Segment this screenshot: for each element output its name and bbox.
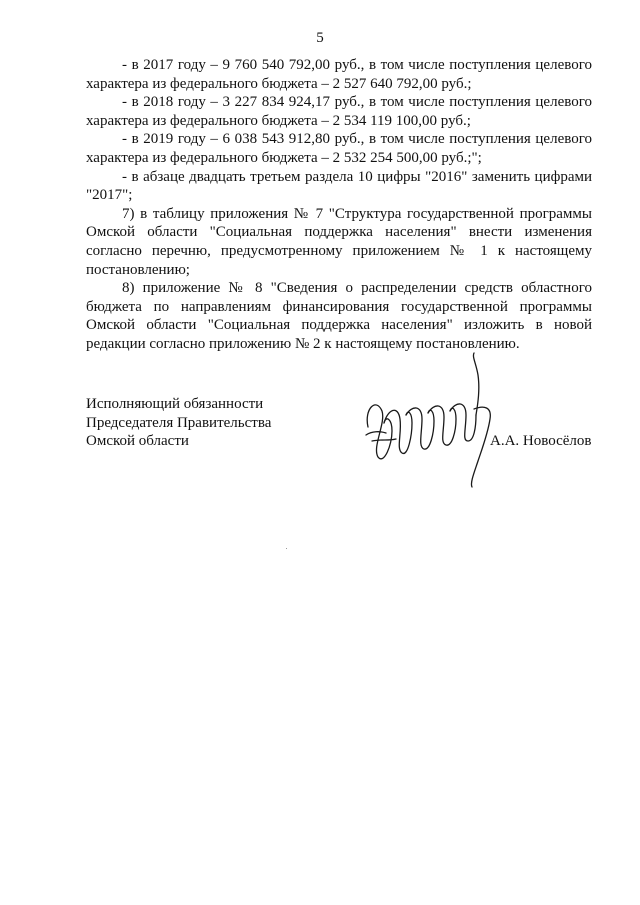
body-line: характера из федерального бюджета – 2 527 640 792,00 руб.;	[86, 75, 472, 92]
body-line: постановлению;	[86, 261, 190, 278]
body-line: 7) в таблицу приложения № 7 "Структура государственной программы	[122, 205, 592, 222]
body-line: Омской области "Социальная поддержка населения" внести изменения	[86, 224, 592, 241]
body-line: согласно перечню, предусмотренному приложением № 1 к настоящему	[86, 242, 592, 259]
body-line: характера из федерального бюджета – 2 532 254 500,00 руб.;";	[86, 149, 482, 166]
body-line: характера из федерального бюджета – 2 534 119 100,00 руб.;	[86, 112, 471, 129]
body-line: - в 2018 году – 3 227 834 924,17 руб., в том числе поступления целевого	[122, 94, 592, 111]
body-line: - в 2017 году – 9 760 540 792,00 руб., в том числе поступления целевого	[122, 57, 592, 73]
signer-name: А.А. Новосёлов	[490, 433, 592, 449]
document-body	[86, 56, 592, 354]
body-line: Омской области "Социальная поддержка населения" изложить в новой	[86, 317, 592, 334]
signer-title-line: Омской области	[86, 433, 189, 450]
body-line: 8) приложение № 8 "Сведения о распределении средств областного	[122, 280, 592, 297]
handwritten-signature	[362, 349, 512, 489]
body-line: бюджета по направлениям финансирования государственной программы	[86, 298, 592, 315]
body-line: редакции согласно приложению № 2 к настоящему постановлению.	[86, 335, 520, 352]
body-line: - в 2019 году – 6 038 543 912,80 руб., в том числе поступления целевого	[122, 131, 592, 148]
signature-block	[86, 395, 592, 515]
signer-title-line: Исполняющий обязанности	[86, 396, 264, 412]
scan-speck	[286, 548, 287, 549]
body-line: "2017";	[86, 187, 133, 204]
signer-title-line: Председателя Правительства	[86, 414, 272, 431]
page-number: 5	[316, 30, 324, 46]
body-line: - в абзаце двадцать третьем раздела 10 цифры "2016" заменить цифрами	[122, 168, 592, 185]
